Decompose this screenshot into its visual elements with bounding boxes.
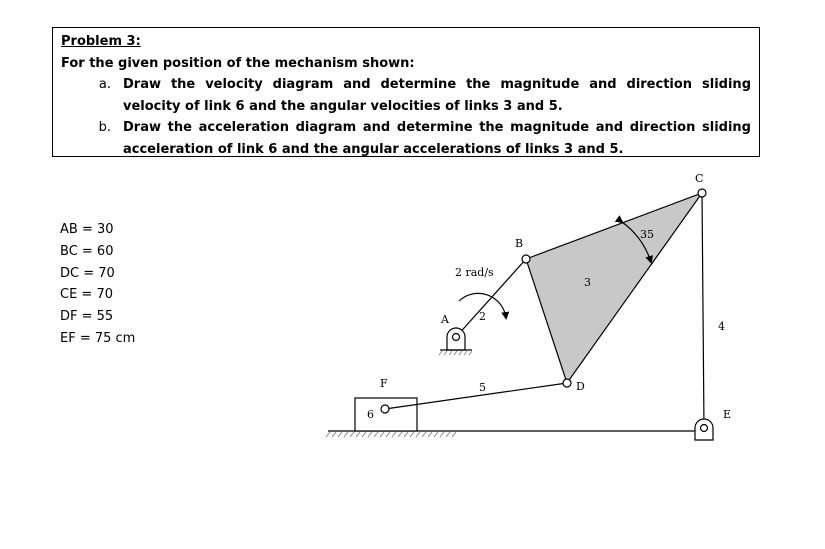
dimension-ce: CE = 70: [60, 287, 113, 303]
dimension-ab: AB = 30: [60, 222, 114, 237]
joint-c: [698, 189, 706, 197]
label-link-4: 4: [718, 320, 725, 333]
pivot-e-support: [695, 419, 713, 440]
label-a: A: [441, 313, 449, 326]
task-a-letter: a.: [98, 77, 111, 92]
label-b: B: [515, 237, 524, 250]
slider-block: [355, 398, 417, 431]
label-link-2: 2: [479, 310, 486, 323]
label-link-6: 6: [367, 408, 374, 421]
task-b-text: Draw the acceleration diagram and determine the magnitude and direction sliding acceleration of link 6 and the angular accelerations of links 3 and 5.: [123, 120, 751, 157]
dimension-bc: BC = 60: [60, 243, 114, 259]
dimension-df: DF = 55: [60, 309, 114, 325]
joint-b: [522, 255, 530, 263]
label-angular-velocity: 2 rad/s: [455, 266, 494, 279]
label-link-3: 3: [584, 276, 591, 289]
task-b-letter: b.: [98, 120, 111, 135]
joint-f: [381, 405, 389, 413]
task-a-text: Draw the velocity diagram and determine the magnitude and direction sliding velocity of link 6 and the angular velocities of links 3 and 5.: [123, 77, 751, 114]
link-5: [385, 383, 567, 409]
problem-intro: For the given position of the mechanism shown:: [61, 55, 415, 71]
link-4: [702, 193, 704, 428]
pivot-a-support: [439, 328, 472, 355]
label-link-5: 5: [479, 381, 486, 394]
problem-title: Problem 3:: [61, 34, 141, 49]
link-3-triangle: [526, 193, 702, 383]
dimension-ef: EF = 75 cm: [60, 330, 136, 346]
label-c: C: [695, 172, 704, 185]
label-angle: 35: [640, 228, 654, 241]
dimension-dc: DC = 70: [60, 265, 115, 281]
joint-d: [563, 379, 571, 387]
ground: [326, 431, 705, 437]
label-f: F: [380, 377, 388, 390]
label-e: E: [723, 408, 732, 421]
label-d: D: [576, 380, 585, 393]
